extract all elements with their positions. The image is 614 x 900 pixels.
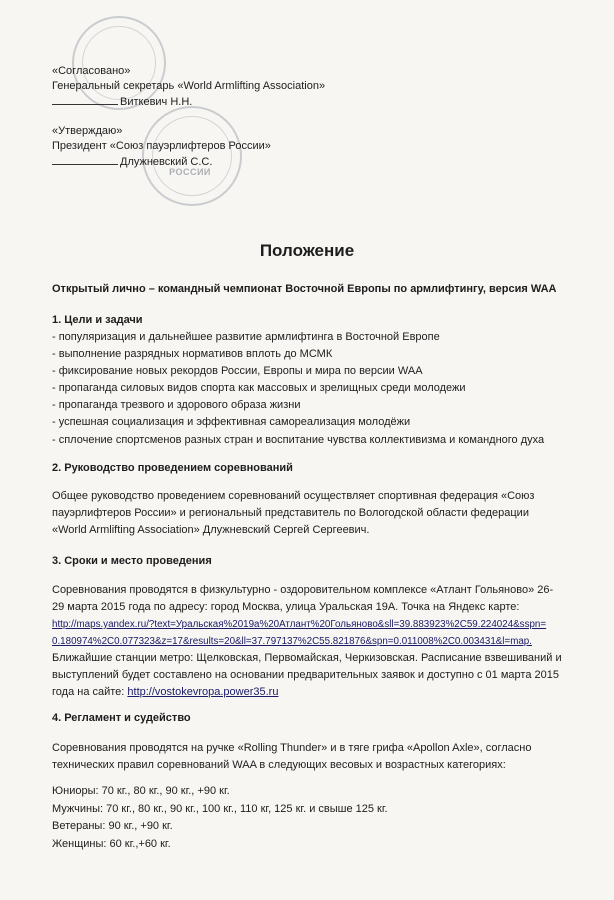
document-subtitle: Открытый лично – командный чемпионат Восточной Европы по армлифтингу, версия WAA xyxy=(52,283,557,295)
list-item: - фиксирование новых рекордов России, Европы и мира по версии WAA xyxy=(52,365,423,377)
list-item: - успешная социализация и эффективная самореализация молодёжи xyxy=(52,416,411,428)
page-title: Положение xyxy=(259,241,355,260)
paragraph-line: 29 марта 2015 года по адресу: город Москва, улица Уральская 19А. Точка на Яндекс карте: xyxy=(52,601,520,613)
paragraph-line: Общее руководство проведением соревнований осуществляет спортивная федерация «Союз xyxy=(52,490,535,502)
signature-blank xyxy=(52,155,118,165)
approve-role: Президент «Союз пауэрлифтеров России» xyxy=(52,140,271,152)
section-heading: 3. Сроки и место проведения xyxy=(52,555,212,567)
paragraph-line: «World Armlifting Association» Длужневский Сергей Сергеевич. xyxy=(52,524,370,536)
agreed-label: «Согласовано» xyxy=(52,65,131,77)
agreed-role: Генеральный секретарь «World Armlifting Association» xyxy=(52,80,326,92)
approve-label: «Утверждаю» xyxy=(52,125,123,137)
paragraph-line: пауэрлифтеров России» и региональный представитель по Вологодской области федерации xyxy=(52,507,529,519)
section-heading: 1. Цели и задачи xyxy=(52,314,143,326)
category-line: Юниоры: 70 кг., 80 кг., 90 кг., +90 кг. xyxy=(52,785,230,797)
approve-signature-line xyxy=(52,155,212,169)
approve-name: Длужневский С.С. xyxy=(120,156,213,168)
category-line: Мужчины: 70 кг., 80 кг., 90 кг., 100 кг., 110 кг, 125 кг. и свыше 125 кг. xyxy=(52,803,388,815)
paragraph-line: Соревнования проводятся на ручке «Rolling Thunder» и в тяге грифа «Apollon Axle», согласно xyxy=(52,742,532,754)
paragraph-line: Ближайшие станции метро: Щелковская, Первомайская, Черкизовская. Расписание взвешиваний и xyxy=(52,652,562,664)
agreed-name: Виткевич Н.Н. xyxy=(120,96,193,108)
signature-blank xyxy=(52,95,118,105)
section-heading: 2. Руководство проведением соревнований xyxy=(52,462,293,474)
paragraph-line: Соревнования проводятся в физкультурно - оздоровительном комплексе «Атлант Гольяново» 26- xyxy=(52,584,554,596)
section-heading: 4. Регламент и судейство xyxy=(52,712,191,724)
list-item: - пропаганда трезвого и здорового образа жизни xyxy=(52,399,301,411)
category-line: Ветераны: 90 кг., +90 кг. xyxy=(52,820,173,832)
map-link[interactable]: http://maps.yandex.ru/?text=Уральская%2019a%20Атлант%20Гольяново&sll=39.883923%2C59.224024&sspn= xyxy=(52,619,547,630)
agreed-signature-line xyxy=(52,95,192,109)
list-item: - пропаганда силовых видов спорта как массовых и зрелищных среди молодежи xyxy=(52,382,466,394)
paragraph-line: выступлений будет составлено на основании предварительных заявок и доступно с 01 марта 2015 xyxy=(52,669,559,681)
category-line: Женщины: 60 кг.,+60 кг. xyxy=(52,838,171,850)
federation-stamp-label: РОССИИ xyxy=(169,167,211,177)
site-line xyxy=(52,686,278,699)
site-prefix: года на сайте: xyxy=(52,686,128,698)
list-item: - сплочение спортсменов разных стран и воспитание чувства коллективизма и командного духа xyxy=(52,434,545,446)
list-item: - выполнение разрядных нормативов вплоть до МСМК xyxy=(52,348,333,360)
map-link[interactable]: 0.180974%2C0.077323&z=17&results=20&ll=37.797137%2C55.821876&spn=0.011008%2C0.003431&l=map. xyxy=(52,636,532,647)
site-link[interactable]: http://vostokevropa.power35.ru xyxy=(127,686,279,698)
list-item: - популяризация и дальнейшее развитие армлифтинга в Восточной Европе xyxy=(52,331,440,343)
paragraph-line: технических правил соревнований WAA в следующих весовых и возрастных категориях: xyxy=(52,759,506,771)
